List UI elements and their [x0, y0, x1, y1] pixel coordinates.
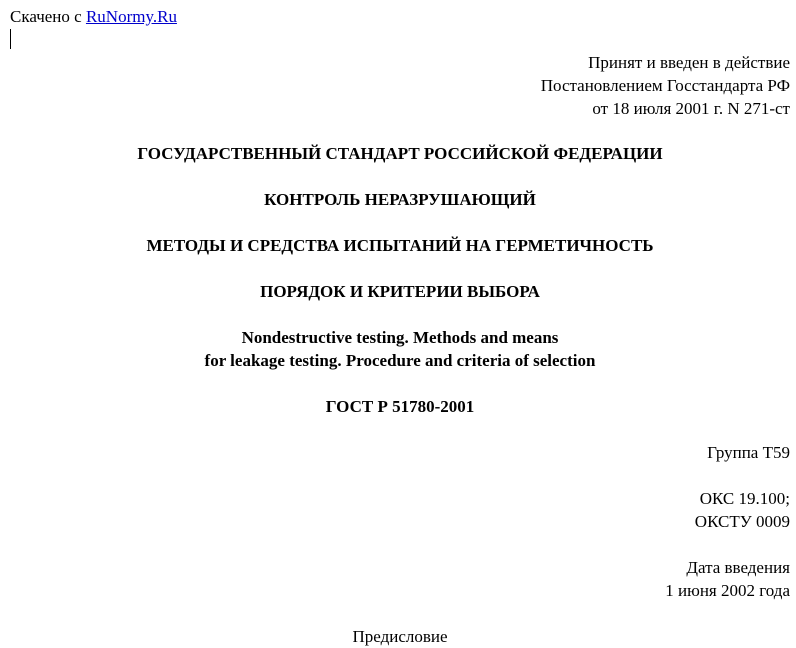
title-procedure: ПОРЯДОК И КРИТЕРИИ ВЫБОРА	[260, 282, 540, 301]
title-control: КОНТРОЛЬ НЕРАЗРУШАЮЩИЙ	[264, 190, 536, 209]
group-label: Группа Т59	[707, 443, 790, 462]
classification-block	[695, 487, 790, 533]
text-cursor	[10, 29, 11, 49]
effective-date-block	[665, 556, 790, 602]
adoption-line-3: от 18 июля 2001 г. N 271-ст	[592, 99, 790, 118]
effective-date-label: Дата введения	[686, 558, 790, 577]
gost-number: ГОСТ Р 51780-2001	[325, 397, 475, 416]
english-title	[0, 326, 796, 372]
foreword-heading: Предисловие	[352, 627, 448, 646]
title-methods: МЕТОДЫ И СРЕДСТВА ИСПЫТАНИЙ НА ГЕРМЕТИЧНОСТЬ	[146, 236, 654, 255]
effective-date-value: 1 июня 2002 года	[665, 581, 790, 600]
okstu-code: ОКСТУ 0009	[694, 512, 790, 531]
title-state-standard: ГОСУДАРСТВЕННЫЙ СТАНДАРТ РОССИЙСКОЙ ФЕДЕРАЦИИ	[137, 144, 663, 163]
english-title-line-1: Nondestructive testing. Methods and means	[241, 328, 559, 347]
adoption-block	[541, 51, 790, 120]
adoption-line-2: Постановлением Госстандарта РФ	[540, 76, 790, 95]
english-title-line-2: for leakage testing. Procedure and criteria of selection	[204, 351, 596, 370]
oks-code: ОКС 19.100;	[699, 489, 790, 508]
source-line	[10, 5, 177, 28]
source-prefix: Скачено с	[10, 7, 86, 26]
adoption-line-1: Принят и введен в действие	[588, 53, 790, 72]
runormy-link[interactable]: RuNormy.Ru	[85, 7, 177, 26]
